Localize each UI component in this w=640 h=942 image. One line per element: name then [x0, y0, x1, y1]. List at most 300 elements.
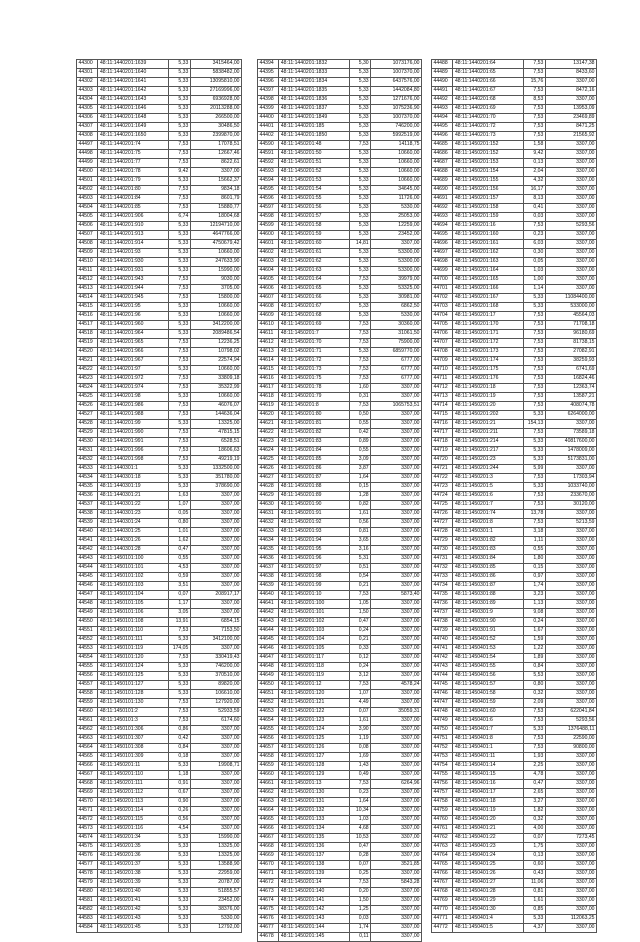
- rate-cell: 7,53: [524, 330, 545, 339]
- rate-cell: 0,11: [349, 933, 370, 942]
- row-number-cell: 44704: [432, 312, 453, 321]
- table-row: [432, 141, 597, 150]
- cadastral-number-cell: 48:11:1450201:130: [279, 789, 350, 798]
- rate-cell: 7,53: [349, 879, 370, 888]
- cadastral-number-cell: 48:11:1450201:143: [279, 915, 350, 924]
- cadastral-number-cell: 48:11:1440201:1649: [98, 123, 169, 132]
- value-cell: 3307,00: [371, 609, 422, 618]
- table-row: [77, 915, 242, 924]
- row-number-cell: 44760: [432, 816, 453, 825]
- rate-cell: 7,53: [169, 339, 190, 348]
- table-row: [258, 321, 422, 330]
- row-number-cell: 44707: [432, 339, 453, 348]
- value-cell: 18004,68: [190, 213, 241, 222]
- cadastral-number-cell: 48:11:1450201:121: [279, 699, 350, 708]
- cadastral-number-cell: 48:11:1450301:84: [453, 555, 524, 564]
- value-cell: 6859770,00: [371, 348, 422, 357]
- row-number-cell: 44716: [432, 420, 453, 429]
- cadastral-number-cell: 48:11:1450301:88: [453, 591, 524, 600]
- value-cell: 52933,59: [190, 708, 241, 717]
- row-number-cell: 44717: [432, 429, 453, 438]
- rate-cell: 5,33: [524, 456, 545, 465]
- rate-cell: 7,53: [169, 375, 190, 384]
- cadastral-number-cell: 48:11:1450201:161: [453, 240, 524, 249]
- value-cell: 4750679,42: [190, 240, 241, 249]
- rate-cell: 7,53: [169, 384, 190, 393]
- cadastral-number-cell: 48:11:1450201:171: [453, 330, 524, 339]
- value-cell: 3307,00: [371, 411, 422, 420]
- value-cell: 12363,74: [545, 384, 596, 393]
- row-number-cell: 44644: [258, 627, 279, 636]
- table-row: [258, 195, 422, 204]
- value-cell: 53300,00: [371, 258, 422, 267]
- row-number-cell: 44560: [77, 708, 98, 717]
- row-number-cell: 44732: [432, 564, 453, 573]
- row-number-cell: 44582: [77, 906, 98, 915]
- cadastral-number-cell: 48:11:1440201:906: [98, 213, 169, 222]
- value-cell: 3307,00: [190, 519, 241, 528]
- table-row: [258, 420, 422, 429]
- value-cell: 3307,00: [371, 717, 422, 726]
- row-number-cell: 44634: [258, 537, 279, 546]
- row-number-cell: 44650: [258, 681, 279, 690]
- table-row: [77, 150, 242, 159]
- row-number-cell: 44599: [258, 222, 279, 231]
- rate-cell: 7,53: [524, 348, 545, 357]
- value-cell: 3307,00: [371, 807, 422, 816]
- rate-cell: 7,53: [169, 285, 190, 294]
- rate-cell: 5,33: [349, 249, 370, 258]
- value-cell: 3307,00: [371, 834, 422, 843]
- row-number-cell: 44505: [77, 213, 98, 222]
- rate-cell: 1,01: [169, 528, 190, 537]
- value-cell: 3307,00: [545, 582, 596, 591]
- value-cell: 3307,00: [545, 843, 596, 852]
- rate-cell: 5,33: [169, 258, 190, 267]
- value-cell: 1376488,11: [545, 726, 596, 735]
- value-cell: 15990,00: [190, 267, 241, 276]
- row-number-cell: 44573: [77, 825, 98, 834]
- table-row: [258, 447, 422, 456]
- table-row: [77, 663, 242, 672]
- value-cell: 11084400,00: [545, 294, 596, 303]
- table-row: [432, 564, 597, 573]
- table-row: [258, 816, 422, 825]
- value-cell: 3307,00: [190, 609, 241, 618]
- table-row: [258, 879, 422, 888]
- row-number-cell: 44566: [77, 762, 98, 771]
- row-number-cell: 44534: [77, 474, 98, 483]
- rate-cell: 7,53: [524, 717, 545, 726]
- rate-cell: 5,33: [169, 78, 190, 87]
- rate-cell: 5,33: [349, 195, 370, 204]
- table-row: [77, 69, 242, 78]
- row-number-cell: 44541: [77, 537, 98, 546]
- row-number-cell: 44656: [258, 735, 279, 744]
- row-number-cell: 44569: [77, 789, 98, 798]
- table-row: [258, 96, 422, 105]
- row-number-cell: 44621: [258, 420, 279, 429]
- row-number-cell: 44510: [77, 258, 98, 267]
- value-cell: 14118,75: [371, 141, 422, 150]
- cadastral-number-cell: 48:11:1440301:25: [98, 528, 169, 537]
- row-number-cell: 44523: [77, 375, 98, 384]
- row-number-cell: 44751: [432, 735, 453, 744]
- row-number-cell: 44557: [77, 681, 98, 690]
- rate-cell: 1,43: [349, 762, 370, 771]
- cadastral-number-cell: 48:11:1450401:8: [453, 735, 524, 744]
- rate-cell: 7,53: [524, 339, 545, 348]
- table-row: [432, 636, 597, 645]
- rate-cell: 0,55: [349, 447, 370, 456]
- cadastral-number-cell: 48:11:1450401:16: [453, 780, 524, 789]
- cadastral-number-cell: 48:11:1440201:1650: [98, 132, 169, 141]
- row-number-cell: 44667: [258, 834, 279, 843]
- row-number-cell: 44690: [432, 186, 453, 195]
- row-number-cell: 44687: [432, 159, 453, 168]
- table-row: [258, 789, 422, 798]
- cadastral-number-cell: 48:11:1450201:211: [453, 429, 524, 438]
- rate-cell: 7,53: [169, 357, 190, 366]
- rate-cell: 1,61: [524, 897, 545, 906]
- row-number-cell: 44694: [432, 222, 453, 231]
- value-cell: 3307,00: [545, 267, 596, 276]
- rate-cell: 5,33: [169, 222, 190, 231]
- row-number-cell: 44571: [77, 807, 98, 816]
- row-number-cell: 44637: [258, 564, 279, 573]
- cadastral-number-cell: 48:11:1450201:100: [279, 600, 350, 609]
- table-row: [432, 105, 597, 114]
- rate-cell: 1,61: [349, 717, 370, 726]
- row-number-cell: 44575: [77, 843, 98, 852]
- row-number-cell: 44507: [77, 231, 98, 240]
- table-row: [77, 870, 242, 879]
- cadastral-number-cell: 48:11:1450201:155: [453, 177, 524, 186]
- value-cell: 53325,00: [371, 285, 422, 294]
- table-row: [77, 393, 242, 402]
- value-cell: 25053,00: [371, 213, 422, 222]
- table-row: [258, 141, 422, 150]
- cadastral-number-cell: 48:11:1450401:56: [453, 672, 524, 681]
- value-cell: 6777,00: [371, 357, 422, 366]
- table-row: [77, 294, 242, 303]
- table-row: [77, 789, 242, 798]
- cadastral-number-cell: 48:11:1440201:77: [98, 159, 169, 168]
- row-number-cell: 44654: [258, 717, 279, 726]
- rate-cell: 5,33: [169, 834, 190, 843]
- value-cell: 12236,25: [190, 339, 241, 348]
- cadastral-number-cell: 48:11:1450201:127: [279, 753, 350, 762]
- rate-cell: 5,33: [349, 285, 370, 294]
- row-number-cell: 44646: [258, 645, 279, 654]
- rate-cell: 7,53: [524, 393, 545, 402]
- table-row: [77, 681, 242, 690]
- value-cell: 8622,61: [190, 159, 241, 168]
- value-cell: 12792,00: [190, 924, 241, 933]
- value-cell: 73589,18: [545, 429, 596, 438]
- value-cell: 3307,00: [545, 789, 596, 798]
- value-cell: 3307,00: [371, 798, 422, 807]
- row-number-cell: 44528: [77, 420, 98, 429]
- cadastral-number-cell: 48:11:1450201:73: [279, 366, 350, 375]
- table-row: [432, 825, 597, 834]
- row-number-cell: 44754: [432, 762, 453, 771]
- table-row: [77, 411, 242, 420]
- rate-cell: 0,55: [524, 546, 545, 555]
- cadastral-number-cell: 48:11:1440201:65: [453, 69, 524, 78]
- value-cell: 3307,00: [190, 537, 241, 546]
- cadastral-number-cell: 48:11:1440201:1641: [98, 78, 169, 87]
- value-cell: 378690,00: [190, 483, 241, 492]
- rate-cell: 1,80: [524, 555, 545, 564]
- row-number-cell: 44307: [77, 123, 98, 132]
- cadastral-number-cell: 48:11:1440201:69: [453, 105, 524, 114]
- row-number-cell: 44671: [258, 870, 279, 879]
- rate-cell: 7,53: [524, 69, 545, 78]
- cadastral-number-cell: 48:11:1450201:6: [453, 492, 524, 501]
- value-cell: 90800,00: [545, 744, 596, 753]
- table-row: [432, 384, 597, 393]
- value-cell: 3307,00: [545, 204, 596, 213]
- value-cell: 3307,00: [190, 555, 241, 564]
- rate-cell: 7,53: [169, 204, 190, 213]
- table-row: [77, 897, 242, 906]
- row-number-cell: 44625: [258, 456, 279, 465]
- value-cell: 3307,00: [545, 186, 596, 195]
- row-number-cell: 44698: [432, 258, 453, 267]
- cadastral-number-cell: 48:11:1440201:1834: [279, 78, 350, 87]
- table-row: [258, 186, 422, 195]
- row-number-cell: 44504: [77, 204, 98, 213]
- rate-cell: 2,04: [524, 168, 545, 177]
- rate-cell: 0,07: [524, 834, 545, 843]
- cadastral-number-cell: 48:11:1450201:56: [279, 204, 350, 213]
- table-row: [258, 564, 422, 573]
- value-cell: 39979,00: [371, 276, 422, 285]
- row-number-cell: 44729: [432, 537, 453, 546]
- table-row: [77, 798, 242, 807]
- cadastral-number-cell: 48:11:1440201:85: [98, 204, 169, 213]
- value-cell: 5330,00: [190, 915, 241, 924]
- row-number-cell: 44301: [77, 69, 98, 78]
- row-number-cell: 44300: [77, 60, 98, 69]
- value-cell: 5873,40: [371, 591, 422, 600]
- table-row: [258, 771, 422, 780]
- row-number-cell: 44558: [77, 690, 98, 699]
- value-cell: 3307,00: [371, 456, 422, 465]
- rate-cell: 7,53: [524, 312, 545, 321]
- row-number-cell: 44520: [77, 348, 98, 357]
- cadastral-number-cell: 48:11:1450201:67: [279, 303, 350, 312]
- row-number-cell: 44770: [432, 906, 453, 915]
- row-number-cell: 44546: [77, 582, 98, 591]
- cadastral-number-cell: 48:11:1440201:914: [98, 240, 169, 249]
- row-number-cell: 44721: [432, 465, 453, 474]
- table-row: [77, 276, 242, 285]
- table-row: [432, 897, 597, 906]
- rate-cell: 0,43: [524, 870, 545, 879]
- rate-cell: 0,32: [524, 816, 545, 825]
- row-number-cell: 44659: [258, 762, 279, 771]
- table-row: [432, 321, 597, 330]
- row-number-cell: 44768: [432, 888, 453, 897]
- rate-cell: 5,33: [349, 150, 370, 159]
- cadastral-number-cell: 48:11:1450201:58: [279, 222, 350, 231]
- rate-cell: 0,24: [349, 663, 370, 672]
- row-number-cell: 44696: [432, 240, 453, 249]
- register-table-column-2: [257, 59, 422, 942]
- table-row: [77, 447, 242, 456]
- cadastral-number-cell: 48:11:1440301:1: [98, 465, 169, 474]
- rate-cell: 5,33: [349, 96, 370, 105]
- row-number-cell: 44745: [432, 681, 453, 690]
- row-number-cell: 44547: [77, 591, 98, 600]
- rate-cell: 1,00: [524, 276, 545, 285]
- table-row: [432, 816, 597, 825]
- table-row: [258, 258, 422, 267]
- value-cell: 53300,00: [371, 249, 422, 258]
- value-cell: 6777,00: [371, 366, 422, 375]
- table-row: [432, 393, 597, 402]
- cadastral-number-cell: 48:11:1450201:79: [279, 393, 350, 402]
- value-cell: 3307,00: [190, 582, 241, 591]
- cadastral-number-cell: 48:11:1450201:60: [279, 240, 350, 249]
- value-cell: 127920,00: [190, 699, 241, 708]
- value-cell: 3307,00: [371, 735, 422, 744]
- cadastral-number-cell: 48:11:1450201:172: [453, 339, 524, 348]
- cadastral-number-cell: 48:11:1450401:25: [453, 861, 524, 870]
- row-number-cell: 44723: [432, 483, 453, 492]
- rate-cell: 0,15: [524, 564, 545, 573]
- rate-cell: 0,80: [524, 681, 545, 690]
- cadastral-number-cell: 48:11:1450201:137: [279, 852, 350, 861]
- table-row: [432, 573, 597, 582]
- table-row: [432, 492, 597, 501]
- cadastral-number-cell: 48:11:1450201:7: [279, 330, 350, 339]
- table-row: [258, 240, 422, 249]
- cadastral-number-cell: 48:11:1440201:943: [98, 276, 169, 285]
- value-cell: 10660,00: [190, 249, 241, 258]
- table-row: [432, 753, 597, 762]
- cadastral-number-cell: 48:11:1450201:131: [279, 798, 350, 807]
- value-cell: 3307,00: [190, 771, 241, 780]
- cadastral-number-cell: 48:11:1450301:87: [453, 582, 524, 591]
- value-cell: 3307,00: [190, 726, 241, 735]
- rate-cell: 5,33: [169, 96, 190, 105]
- value-cell: 3412100,00: [190, 636, 241, 645]
- row-number-cell: 44518: [77, 330, 98, 339]
- table-row: [77, 690, 242, 699]
- row-number-cell: 44685: [432, 141, 453, 150]
- rate-cell: 0,60: [524, 861, 545, 870]
- cadastral-number-cell: 48:11:1450101:124: [98, 663, 169, 672]
- value-cell: 3307,00: [545, 285, 596, 294]
- rate-cell: 5,33: [349, 267, 370, 276]
- table-row: [77, 186, 242, 195]
- table-row: [432, 852, 597, 861]
- row-number-cell: 44402: [258, 132, 279, 141]
- row-number-cell: 44498: [77, 150, 98, 159]
- table-row: [77, 771, 242, 780]
- value-cell: 3307,00: [545, 528, 596, 537]
- table-row: [258, 591, 422, 600]
- value-cell: 3415464,00: [190, 60, 241, 69]
- table-row: [258, 465, 422, 474]
- row-number-cell: 44568: [77, 780, 98, 789]
- value-cell: 18606,63: [190, 447, 241, 456]
- row-number-cell: 44733: [432, 573, 453, 582]
- value-cell: 370510,00: [190, 672, 241, 681]
- value-cell: 19908,71: [190, 762, 241, 771]
- rate-cell: 3,05: [169, 609, 190, 618]
- rate-cell: 7,53: [524, 105, 545, 114]
- row-number-cell: 44593: [258, 168, 279, 177]
- row-number-cell: 44554: [77, 654, 98, 663]
- rate-cell: 1,07: [169, 501, 190, 510]
- value-cell: 49219,19: [190, 456, 241, 465]
- row-number-cell: 44494: [432, 114, 453, 123]
- table-row: [258, 663, 422, 672]
- rate-cell: 0,07: [349, 708, 370, 717]
- table-row: [432, 213, 597, 222]
- value-cell: 3307,00: [545, 852, 596, 861]
- value-cell: 233670,00: [545, 492, 596, 501]
- row-number-cell: 44670: [258, 861, 279, 870]
- row-number-cell: 44703: [432, 303, 453, 312]
- row-number-cell: 44516: [77, 312, 98, 321]
- value-cell: 351780,00: [190, 474, 241, 483]
- rate-cell: 1,03: [524, 267, 545, 276]
- rate-cell: 1,13: [524, 600, 545, 609]
- table-row: [77, 780, 242, 789]
- cadastral-number-cell: 48:11:1450401:53: [453, 645, 524, 654]
- rate-cell: 5,33: [524, 294, 545, 303]
- rate-cell: 3,65: [349, 537, 370, 546]
- row-number-cell: 44699: [432, 267, 453, 276]
- value-cell: 3307,00: [545, 546, 596, 555]
- cadastral-number-cell: 48:11:1450201:156: [453, 186, 524, 195]
- table-row: [77, 807, 242, 816]
- rate-cell: 0,84: [524, 663, 545, 672]
- cadastral-number-cell: 48:11:1450201:164: [453, 267, 524, 276]
- table-row: [432, 681, 597, 690]
- rate-cell: 7,53: [169, 141, 190, 150]
- row-number-cell: 44551: [77, 627, 98, 636]
- row-number-cell: 44517: [77, 321, 98, 330]
- rate-cell: 7,53: [524, 222, 545, 231]
- row-number-cell: 44735: [432, 591, 453, 600]
- row-number-cell: 44489: [432, 69, 453, 78]
- rate-cell: 0,41: [524, 204, 545, 213]
- row-number-cell: 44579: [77, 879, 98, 888]
- cadastral-number-cell: 48:11:1450201:113: [98, 798, 169, 807]
- cadastral-number-cell: 48:11:1440201:67: [453, 87, 524, 96]
- row-number-cell: 44614: [258, 357, 279, 366]
- rate-cell: 1,50: [349, 609, 370, 618]
- rate-cell: 7,53: [169, 708, 190, 717]
- row-number-cell: 44772: [432, 924, 453, 933]
- value-cell: 3307,00: [545, 816, 596, 825]
- table-row: [77, 312, 242, 321]
- rate-cell: 5,31: [349, 555, 370, 564]
- row-number-cell: 44771: [432, 915, 453, 924]
- row-number-cell: 44742: [432, 654, 453, 663]
- rate-cell: 5,33: [169, 330, 190, 339]
- table-row: [432, 735, 597, 744]
- row-number-cell: 44394: [258, 60, 279, 69]
- cadastral-number-cell: 48:11:1450201:128: [279, 762, 350, 771]
- value-cell: 3307,00: [371, 897, 422, 906]
